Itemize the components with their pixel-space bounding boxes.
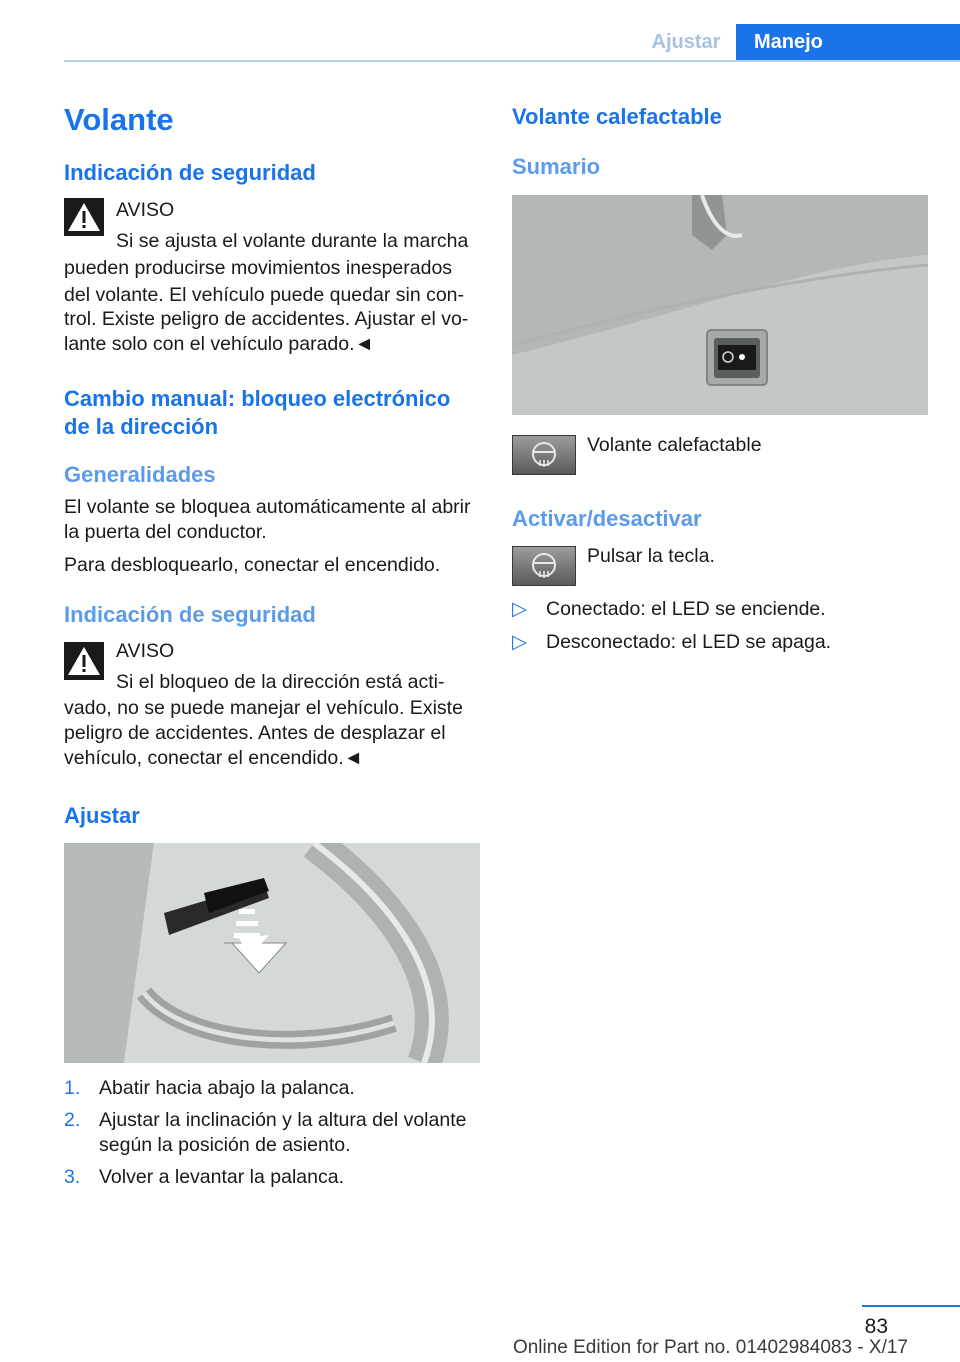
list-text: según la posición de asiento. (99, 1134, 351, 1156)
warning-text-line: Si se ajusta el volante durante la marcha (116, 230, 469, 252)
bullet-triangle-icon: ▷ (512, 598, 527, 620)
warning-icon (64, 198, 104, 236)
header-divider (64, 60, 960, 62)
section-heading-summary: Sumario (512, 154, 601, 179)
heated-steering-wheel-button-icon (512, 546, 576, 586)
warning-text-line: lante solo con el vehículo parado.◄ (64, 333, 374, 355)
button-caption: Volante calefactable (587, 434, 762, 456)
header-tab-manejo[interactable]: Manejo (736, 24, 960, 61)
instruction-text: Pulsar la tecla. (587, 545, 715, 567)
list-text: Volver a levantar la palanca. (99, 1166, 344, 1188)
body-text-line: la puerta del conductor. (64, 521, 267, 543)
list-text: Desconectado: el LED se apaga. (546, 631, 832, 653)
warning-text-line: vado, no se puede manejar el vehículo. Existe (64, 697, 463, 719)
header-tab-ajustar[interactable]: Ajustar (651, 31, 721, 53)
section-heading-safety: Indicación de seguridad (64, 160, 316, 185)
warning-text-line: del volante. El vehículo puede quedar sin con‐ (64, 284, 465, 306)
list-number: 1. (64, 1077, 81, 1099)
warning-label: AVISO (116, 199, 175, 221)
warning-text-line: peligro de accidentes. Antes de desplazar el (64, 722, 446, 744)
warning-text-line: trol. Existe peligro de accidentes. Ajustar el vo‐ (64, 308, 469, 330)
footer-edition: Online Edition for Part no. 01402984083 - X/17 (512, 1337, 908, 1358)
body-text-line: El volante se bloquea automáticamente al abrir (64, 496, 471, 518)
warning-label: AVISO (116, 640, 175, 662)
section-heading-safety-2: Indicación de seguridad (64, 602, 316, 627)
footer-divider (862, 1305, 960, 1307)
warning-text-line: pueden producirse movimientos inesperados (64, 257, 453, 279)
warning-text-line: vehículo, conectar el encendido.◄ (64, 747, 363, 769)
list-text: Ajustar la inclinación y la altura del volante (99, 1109, 467, 1131)
list-number: 3. (64, 1166, 81, 1188)
section-heading-manual (64, 385, 450, 441)
list-text: Conectado: el LED se enciende. (546, 598, 826, 620)
list-text: Abatir hacia abajo la palanca. (99, 1077, 355, 1099)
bullet-triangle-icon: ▷ (512, 631, 527, 653)
heated-steering-wheel-button-icon (512, 435, 576, 475)
warning-text-line: Si el bloqueo de la dirección está acti‐ (116, 671, 445, 693)
page-title: Volante (64, 102, 174, 137)
list-number: 2. (64, 1109, 81, 1131)
section-heading-adjust: Ajustar (64, 803, 140, 828)
heated-wheel-button-illustration (512, 195, 928, 415)
warning-icon (64, 642, 104, 680)
heading-line: de la dirección (64, 414, 219, 439)
body-text-line: Para desbloquearlo, conectar el encendido. (64, 554, 441, 576)
heading-line: Cambio manual: bloqueo electrónico (64, 386, 451, 411)
page-number: 83 (864, 1315, 888, 1338)
section-heading-general: Generalidades (64, 462, 216, 487)
section-heading-toggle: Activar/desactivar (512, 506, 702, 531)
steering-lever-illustration (64, 843, 480, 1063)
section-heading-heated: Volante calefactable (512, 104, 722, 129)
